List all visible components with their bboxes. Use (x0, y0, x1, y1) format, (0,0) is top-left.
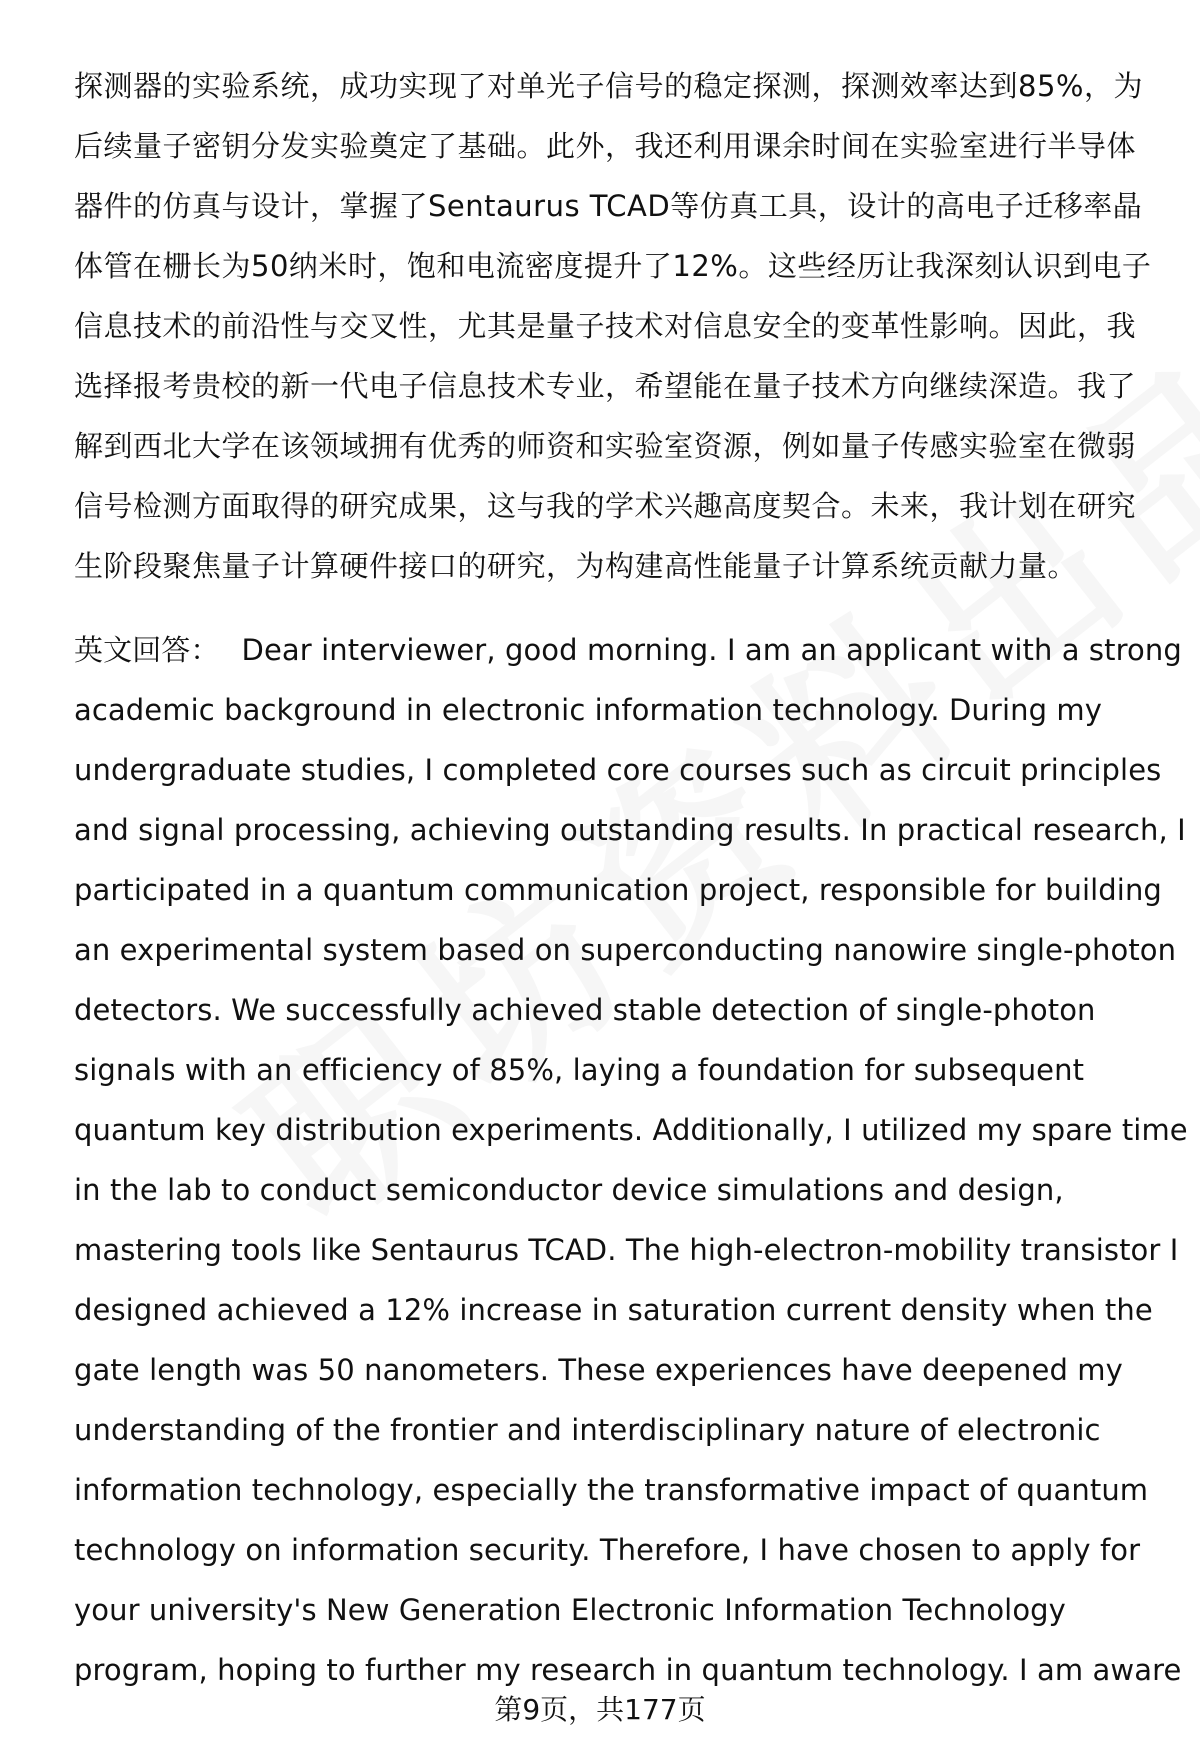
text-line: 生阶段聚焦量子计算硬件接口的研究，为构建高性能量子计算系统贡献力量。 (74, 549, 1078, 583)
text-line: undergraduate studies, I completed core courses such as circuit principles (74, 753, 1162, 787)
text-line: 信号检测方面取得的研究成果，这与我的学术兴趣高度契合。未来，我计划在研究 (74, 489, 1137, 523)
text-line: academic background in electronic information technology. During my (74, 693, 1103, 727)
text-line (74, 620, 1182, 680)
text-line: information technology, especially the transformative impact of quantum (74, 1473, 1149, 1507)
page-number-footer: 第9页，共177页 (494, 1693, 706, 1726)
text-line: participated in a quantum communication project, responsible for building (74, 873, 1162, 907)
text-line: gate length was 50 nanometers. These experiences have deepened my (74, 1353, 1123, 1387)
text-line: detectors. We successfully achieved stable detection of single-photon (74, 993, 1096, 1027)
text-line: technology on information security. Therefore, I have chosen to apply for (74, 1533, 1141, 1567)
english-answer-label: 英文回答： (74, 633, 220, 667)
text-line-content: Dear interviewer, good morning. I am an applicant with a strong (241, 633, 1182, 667)
text-line: designed achieved a 12% increase in saturation current density when the (74, 1293, 1153, 1327)
text-line: 解到西北大学在该领域拥有优秀的师资和实验室资源，例如量子传感实验室在微弱 (74, 429, 1137, 463)
english-paragraph (74, 620, 1188, 1700)
text-line: 体管在栅长为50纳米时，饱和电流密度提升了12%。这些经历让我深刻认识到电子 (74, 249, 1152, 283)
text-line: 后续量子密钥分发实验奠定了基础。此外，我还利用课余时间在实验室进行半导体 (74, 129, 1137, 163)
text-line: signals with an efficiency of 85%, laying a foundation for subsequent (74, 1053, 1085, 1087)
text-line: quantum key distribution experiments. Additionally, I utilized my spare time (74, 1113, 1188, 1147)
document-body (74, 56, 1188, 1700)
text-line: 信息技术的前沿性与交叉性，尤其是量子技术对信息安全的变革性影响。因此，我 (74, 309, 1137, 343)
text-line: your university's New Generation Electronic Information Technology (74, 1593, 1066, 1627)
text-line: in the lab to conduct semiconductor device simulations and design, (74, 1173, 1064, 1207)
text-line: mastering tools like Sentaurus TCAD. The high-electron-mobility transistor I (74, 1233, 1179, 1267)
text-line: and signal processing, achieving outstanding results. In practical research, I (74, 813, 1186, 847)
text-line: program, hoping to further my research in quantum technology. I am aware (74, 1653, 1182, 1687)
text-line: 选择报考贵校的新一代电子信息技术专业，希望能在量子技术方向继续深造。我了 (74, 369, 1137, 403)
text-line: 器件的仿真与设计，掌握了Sentaurus TCAD等仿真工具，设计的高电子迁移率晶 (74, 189, 1143, 223)
text-line: 探测器的实验系统，成功实现了对单光子信号的稳定探测，探测效率达到85%，为 (74, 69, 1143, 103)
chinese-paragraph (74, 56, 1154, 596)
text-line: understanding of the frontier and interdisciplinary nature of electronic (74, 1413, 1101, 1447)
text-line: an experimental system based on superconducting nanowire single-photon (74, 933, 1177, 967)
